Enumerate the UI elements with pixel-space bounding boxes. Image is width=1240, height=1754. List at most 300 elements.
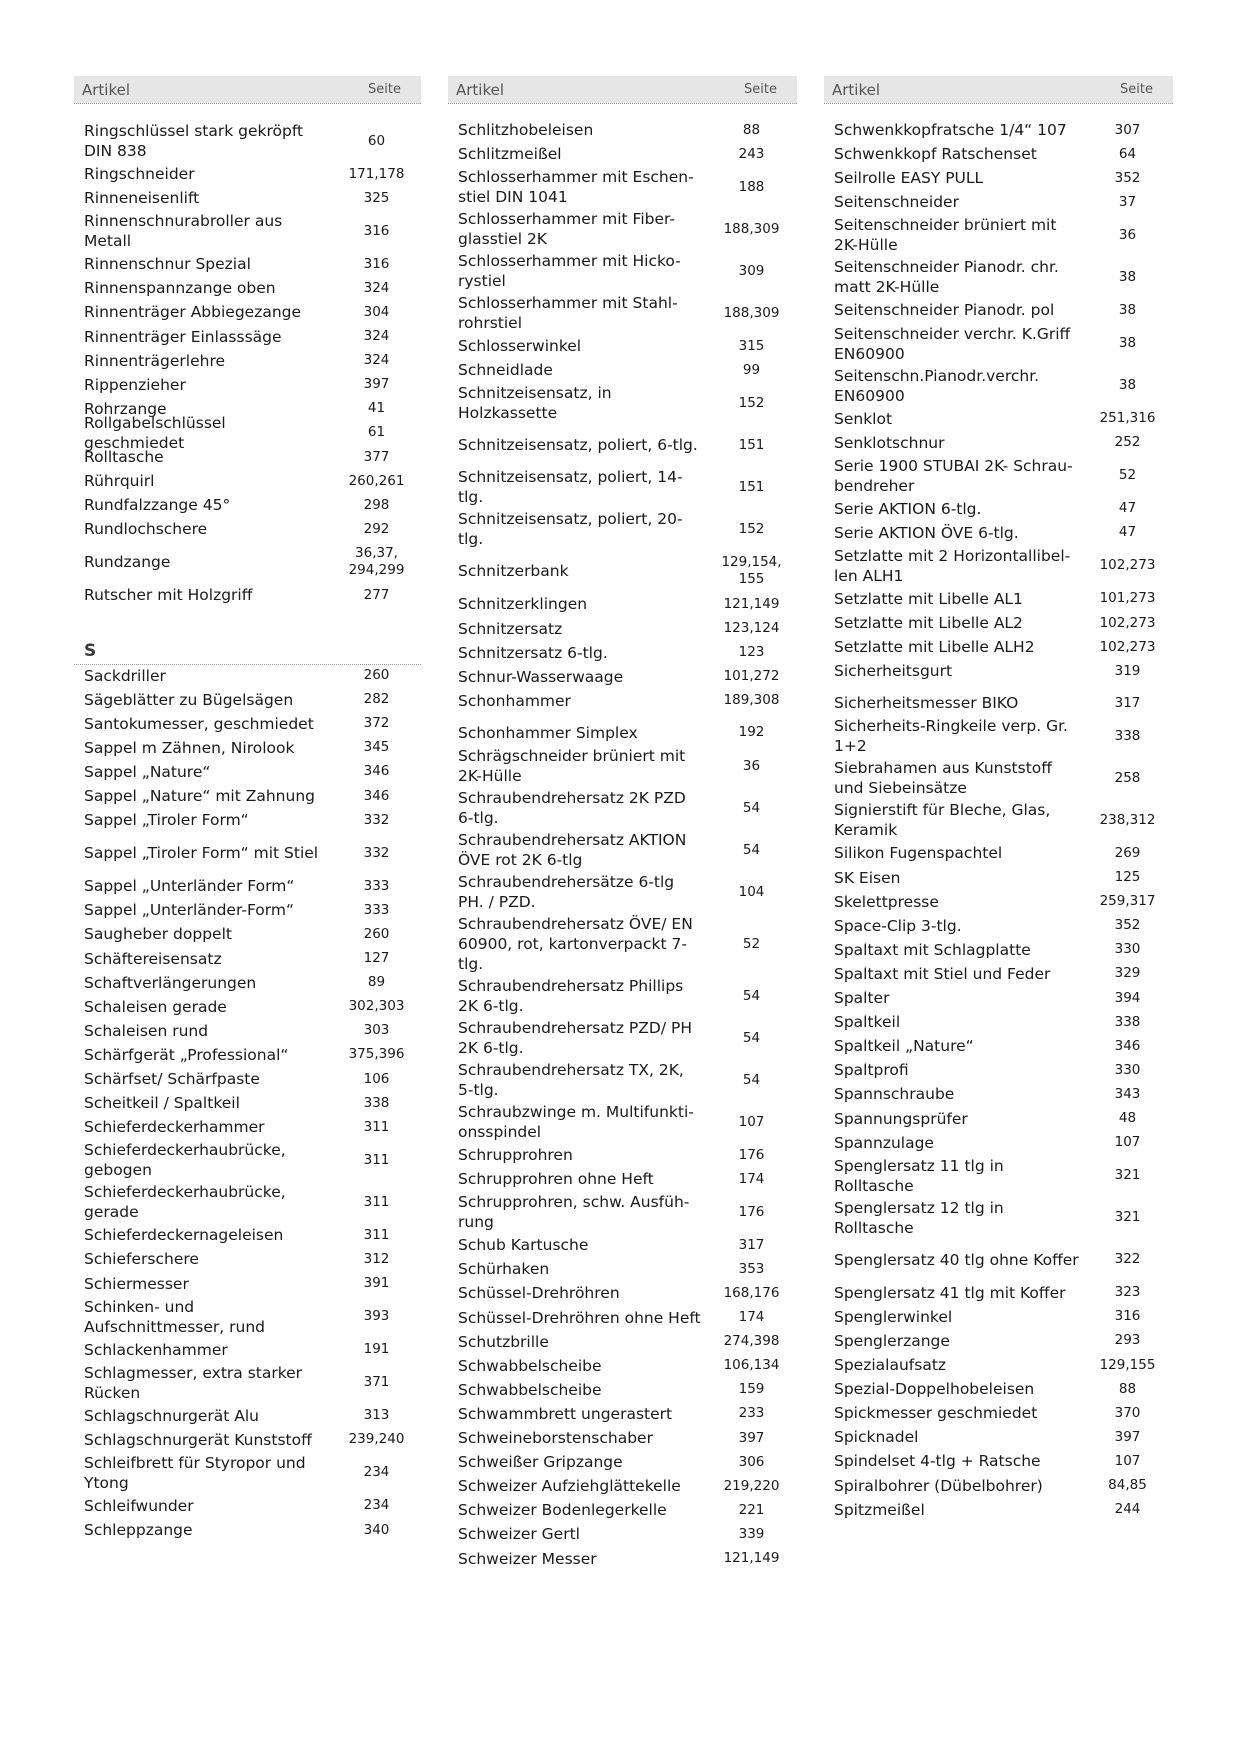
entry-name: Senklot [834,409,893,428]
entry-name: Spenglersatz 11 tlg in Rolltasche [834,1156,1004,1195]
index-entry [448,1547,797,1571]
index-entry [74,1223,421,1247]
entry-name: Schrupprohren [458,1146,573,1165]
entry-name: Rührquirl [84,472,155,491]
entry-name: Schärfgerät „Professional“ [84,1045,289,1064]
entry-name: Ringschlüssel stark gekröpft DIN 838 [84,122,304,160]
entry-name: Rutscher mit Holzgriff [84,586,253,605]
entry-name: Schieferdeckerhaubrücke, gebogen [84,1141,286,1180]
entry-page: 338 [1114,1013,1141,1030]
index-entry [74,325,421,349]
index-entry [74,349,421,373]
index-entry [74,1452,421,1494]
index-entry [74,469,421,493]
index-entry [74,583,421,607]
index-entry [448,1143,797,1167]
index-entry [74,1019,421,1043]
header-seite: Seite [368,82,401,97]
entry-name: Schnur-Wasserwaage [458,667,624,686]
index-entry [74,808,421,832]
entry-page: 302,303 [348,998,405,1015]
index-entry [824,1010,1173,1034]
index-entry [824,635,1173,659]
entry-name: Schüssel-Drehröhren ohne Heft [458,1308,701,1327]
entry-page: 54 [742,841,761,858]
entry-page: 106,134 [723,1357,780,1374]
entry-page: 346 [363,763,390,780]
entry-page: 168,176 [723,1284,780,1301]
index-entry [824,298,1173,322]
entry-page: 338 [363,1094,390,1111]
index-entry [824,545,1173,587]
index-entry [74,1067,421,1091]
entry-name: Spindelset 4-tlg + Ratsche [834,1452,1041,1471]
entry-name: SK Eisen [834,868,901,887]
index-entry [824,1131,1173,1155]
entry-page: 346 [1114,1037,1141,1054]
entry-name: Schraubendrehersatz TX, 2K, 5-tlg. [458,1061,684,1099]
entry-page: 321 [1114,1167,1141,1184]
entry-page: 188 [738,178,765,195]
entry-name: Schlosserhammer mit Eschen-stiel DIN 1041 [458,168,694,207]
header-artikel: Artikel [832,80,881,99]
index-entry [74,1247,421,1271]
entry-page: 238,312 [1099,811,1156,828]
entry-name: Schnitzeisensatz, poliert, 20-tlg. [458,510,683,549]
index-entry [74,1115,421,1139]
index-entry [74,898,421,922]
index-entry [448,508,797,550]
entry-name: Schnitzeisensatz, poliert, 14-tlg. [458,468,683,507]
index-entry [74,1404,421,1428]
entry-name: Schweizer Bodenlegerkelle [458,1501,667,1520]
entry-page: 372 [363,715,390,732]
entry-name: Spicknadel [834,1428,919,1447]
header-seite: Seite [1120,82,1153,97]
index-entry [448,592,797,616]
index-entry [824,799,1173,841]
entry-page: 322 [1114,1251,1141,1268]
entry-name: Rolltasche [84,448,164,467]
index-entry [74,413,421,452]
entry-page: 332 [363,811,390,828]
entry-page: 129,154, 155 [721,554,782,588]
entry-page: 121,149 [723,595,780,612]
entry-name: Scheitkeil / Spaltkeil [84,1094,240,1113]
entry-name: Schieferschere [84,1250,199,1269]
entry-name: Schraubendrehersatz AKTION ÖVE rot 2K 6-tlg [458,831,687,869]
entry-page: 54 [742,987,761,1004]
index-entry [824,1353,1173,1377]
entry-page: 101,272 [723,668,780,685]
index-entry [448,382,797,424]
index-entry [74,1494,421,1518]
entry-page: 269 [1114,844,1141,861]
index-entry [74,1428,421,1452]
index-entry [74,922,421,946]
index-entry [448,1017,797,1059]
entry-name: Sackdriller [84,666,166,685]
entry-name: Sägeblätter zu Bügelsägen [84,690,294,709]
entry-page: 171,178 [348,165,405,182]
index-entry [824,1305,1173,1329]
entry-name: Seitenschneider brüniert mit 2K-Hülle [834,216,1057,255]
entry-page: 304 [363,303,390,320]
entry-page: 244 [1114,1501,1141,1518]
entry-page: 125 [1114,869,1141,886]
index-entry [824,715,1173,757]
entry-name: Setzlatte mit 2 Horizontallibel-len ALH1 [834,546,1071,585]
entry-page: 353 [738,1260,765,1277]
entry-page: 316 [363,255,390,272]
entry-page: 311 [363,1193,390,1210]
index-entry [824,962,1173,986]
entry-name: Rinnenträger Abbiegezange [84,303,302,322]
section-heading-s [74,638,421,665]
entry-name: Schnitzerklingen [458,595,588,614]
entry-name: Schraubendrehersatz PZD/ PH 2K 6-tlg. [458,1019,692,1057]
index-entry [74,1043,421,1067]
entry-page: 340 [363,1521,390,1538]
entry-name: Schaftverlängerungen [84,973,257,992]
entry-name: Spenglerwinkel [834,1307,953,1326]
entry-name: Setzlatte mit Libelle AL1 [834,589,1023,608]
index-entry [824,1377,1173,1401]
entry-page: 316 [1114,1308,1141,1325]
index-entry [448,1101,797,1143]
index-entry [824,256,1173,298]
index-entry [74,493,421,517]
entry-name: Spenglersatz 12 tlg in Rolltasche [834,1198,1004,1237]
entry-name: Spenglerzange [834,1331,950,1350]
entry-page: 174 [738,1170,765,1187]
index-column-2 [448,76,797,1568]
index-entry [824,455,1173,497]
index-entry [74,664,421,688]
entry-page: 258 [1114,769,1141,786]
index-entry [824,1401,1173,1425]
index-entry [824,914,1173,938]
entry-page: 123,124 [723,620,780,637]
entry-page: 48 [1118,1110,1137,1127]
entry-page: 192 [738,724,765,741]
entry-name: Schweizer Messer [458,1549,597,1568]
entry-page: 102,273 [1099,614,1156,631]
index-entry [74,186,421,210]
entry-page: 36 [1118,226,1137,243]
entry-page: 41 [367,400,386,417]
entry-page: 377 [363,448,390,465]
entry-name: Rollgabelschlüssel geschmiedet [84,413,226,452]
entry-page: 325 [363,189,390,206]
column-header [448,76,797,104]
index-entry [74,517,421,541]
index-entry [824,587,1173,611]
index-entry [448,641,797,665]
entry-page: 330 [1114,941,1141,958]
header-seite: Seite [744,82,777,97]
entry-name: Schwenkkopfratsche 1/4“ 107 [834,121,1067,140]
entry-name: Schlosserwinkel [458,337,582,356]
entry-page: 102,273 [1099,638,1156,655]
index-entry [74,947,421,971]
entry-page: 251,316 [1099,410,1156,427]
entry-page: 47 [1118,524,1137,541]
entry-name: Santokumesser, geschmiedet [84,714,314,733]
index-entry [824,323,1173,365]
entry-page: 397 [1114,1428,1141,1445]
entry-page: 252 [1114,434,1141,451]
index-entry [448,142,797,166]
index-entry [448,1402,797,1426]
entry-name: Spaltkeil [834,1013,901,1032]
index-entry [74,1296,421,1338]
entry-name: Schürhaken [458,1260,550,1279]
entry-name: Schaleisen gerade [84,997,227,1016]
entry-page: 338 [1114,727,1141,744]
index-entry [824,757,1173,799]
entry-name: Sappel „Nature“ [84,762,211,781]
entry-page: 54 [742,1071,761,1088]
entry-page: 233 [738,1405,765,1422]
entry-page: 391 [363,1275,390,1292]
index-entry [74,971,421,995]
entry-page: 292 [363,520,390,537]
entry-page: 397 [738,1429,765,1446]
entry-name: Schieferdeckerhaubrücke, gerade [84,1183,286,1222]
entry-name: Schlosserhammer mit Stahl-rohrstiel [458,294,678,333]
index-entry [74,1338,421,1362]
index-entry [448,1281,797,1305]
column-header [824,76,1173,104]
entry-page: 88 [1118,1380,1137,1397]
entry-page: 312 [363,1250,390,1267]
entry-page: 324 [363,328,390,345]
index-entry [824,691,1173,715]
entry-name: Spannzulage [834,1133,934,1152]
entry-name: Schnitzeisensatz, poliert, 6-tlg. [458,436,698,455]
entry-name: Senklotschnur [834,433,945,452]
index-entry [448,1426,797,1450]
entry-name: Sappel „Tiroler Form“ [84,811,249,830]
entry-page: 107 [738,1113,765,1130]
entry-name: Signierstift für Bleche, Glas, Keramik [834,801,1051,840]
entry-name: Schlosserhammer mit Fiber-glasstiel 2K [458,210,675,249]
entry-page: 127 [363,950,390,967]
index-entry [448,1474,797,1498]
entry-page: 159 [738,1381,765,1398]
entry-name: Sicherheitsgurt [834,662,953,681]
entry-name: Schlitzmeißel [458,145,562,164]
entry-name: Setzlatte mit Libelle ALH2 [834,638,1035,657]
entry-name: Schlagschnurgerät Alu [84,1406,259,1425]
index-entry [824,1474,1173,1498]
entry-page: 352 [1114,917,1141,934]
entry-name: Schieferdeckerhammer [84,1118,265,1137]
entry-page: 151 [738,478,765,495]
entry-name: Saugheber doppelt [84,925,232,944]
entry-page: 309 [738,262,765,279]
entry-name: Schraubendrehersatz ÖVE/ EN 60900, rot, kartonverpackt 7-tlg. [458,915,693,973]
entry-name: Sappel „Unterländer-Form“ [84,901,295,920]
entry-page: 274,398 [723,1333,780,1350]
entry-page: 394 [1114,989,1141,1006]
entry-page: 239,240 [348,1431,405,1448]
index-entry [74,210,421,252]
entry-page: 191 [363,1341,390,1358]
entry-page: 339 [738,1525,765,1542]
index-entry [824,890,1173,914]
index-entry [448,1257,797,1281]
entry-name: Schrägschneider brüniert mit 2K-Hülle [458,747,686,785]
entry-page: 324 [363,279,390,296]
entry-name: Rundlochschere [84,520,208,539]
entry-name: Schwabbelscheibe [458,1356,602,1375]
index-entry [448,208,797,250]
index-column-1 [74,76,421,1540]
entry-page: 321 [1114,1209,1141,1226]
entry-name: Serie AKTION ÖVE 6-tlg. [834,523,1019,542]
entry-name: Schonhammer Simplex [458,723,638,742]
entry-name: Schwenkkopf Ratschenset [834,145,1037,164]
entry-page: 60 [367,132,386,149]
section-letter: S [84,640,97,661]
entry-name: Schweineborstenschaber [458,1429,653,1448]
entry-name: Schlackenhammer [84,1340,228,1359]
index-entry [824,1449,1173,1473]
column-header [74,76,421,104]
entry-page: 371 [363,1374,390,1391]
entry-page: 243 [738,145,765,162]
entry-name: Schonhammer [458,691,571,710]
entry-name: Spiralbohrer (Dübelbohrer) [834,1476,1043,1495]
index-entry [824,407,1173,431]
entry-page: 330 [1114,1061,1141,1078]
entry-page: 52 [1118,467,1137,484]
entry-name: Skelettpresse [834,892,939,911]
entry-page: 37 [1118,193,1137,210]
entry-page: 88 [742,121,761,138]
entry-name: Schutzbrille [458,1332,549,1351]
index-entry [824,1498,1173,1522]
entry-name: Sicherheits-Ringkeile verp. Gr. 1+2 [834,717,1068,756]
entry-name: Schneidlade [458,361,553,380]
index-entry [74,688,421,712]
index-entry [74,736,421,760]
entry-page: 188,309 [723,304,780,321]
entry-page: 333 [363,901,390,918]
entry-page: 189,308 [723,692,780,709]
entry-page: 64 [1118,145,1137,162]
index-entry [824,166,1173,190]
entry-page: 259,317 [1099,893,1156,910]
index-entry [74,252,421,276]
index-entry [74,1518,421,1542]
entry-page: 311 [363,1151,390,1168]
index-entry [74,300,421,324]
entry-name: Space-Clip 3-tlg. [834,916,962,935]
entry-page: 311 [363,1118,390,1135]
index-entry [448,975,797,1017]
entry-name: Spezialaufsatz [834,1356,947,1375]
entry-page: 188,309 [723,220,780,237]
entry-page: 277 [363,586,390,603]
entry-page: 61 [367,424,386,441]
index-entry [824,1425,1173,1449]
index-entry [74,1091,421,1115]
entry-page: 102,273 [1099,557,1156,574]
index-entry [74,832,421,874]
index-entry [74,162,421,186]
entry-page: 123 [738,644,765,661]
index-entry [74,541,421,583]
entry-page: 152 [738,394,765,411]
entry-name: Schraubendrehersatz Phillips 2K 6-tlg. [458,977,684,1015]
entry-name: Schäftereisensatz [84,949,222,968]
entry-name: Rinneneisenlift [84,189,200,208]
index-entry [74,445,421,469]
entry-page: 303 [363,1022,390,1039]
entry-name: Rinnenträgerlehre [84,351,226,370]
entry-name: Rinnenspannzange oben [84,279,276,298]
entry-page: 352 [1114,169,1141,186]
index-entry [448,1498,797,1522]
index-entry [824,866,1173,890]
entry-name: Spannungsprüfer [834,1109,968,1128]
entry-page: 397 [363,376,390,393]
entry-page: 89 [367,974,386,991]
index-column-3 [824,76,1173,1519]
entry-page: 38 [1118,335,1137,351]
entry-name: Rohrzange [84,399,167,418]
entry-name: Rinnenschnur Spezial [84,255,251,274]
entry-name: Schnitzersatz [458,619,563,638]
entry-page: 47 [1118,500,1137,517]
index-entry [448,1306,797,1330]
entry-page: 346 [363,787,390,804]
entry-page: 324 [363,352,390,369]
entry-name: Schleppzange [84,1521,193,1540]
entry-name: Spickmesser geschmiedet [834,1404,1038,1423]
index-entry [448,118,797,142]
index-entry [824,1034,1173,1058]
entry-page: 38 [1118,268,1137,285]
index-entry [824,521,1173,545]
index-entry [824,1107,1173,1131]
entry-name: Rippenzieher [84,375,186,394]
index-entry [448,1191,797,1233]
index-entry [824,365,1173,407]
entry-page: 107 [1114,1134,1141,1151]
entry-page: 152 [738,520,765,537]
entry-name: Rundzange [84,553,171,572]
index-entry [448,1522,797,1546]
entry-name: Serie 1900 STUBAI 2K- Schrau-bendreher [834,456,1073,495]
entry-name: Schweizer Gertl [458,1525,580,1544]
index-entry [824,938,1173,962]
entry-name: Schnitzeisensatz, in Holzkassette [458,384,612,423]
entry-name: Schlagmesser, extra starker Rücken [84,1363,303,1402]
entry-page: 343 [1114,1085,1141,1102]
entry-name: Schrupprohren ohne Heft [458,1170,654,1189]
index-entry [448,721,797,745]
entry-name: Schieferdeckernageleisen [84,1226,284,1245]
index-entry [824,841,1173,865]
entry-page: 219,220 [723,1477,780,1494]
entry-page: 54 [742,799,761,816]
header-artikel: Artikel [456,80,505,99]
entry-page: 282 [363,691,390,708]
